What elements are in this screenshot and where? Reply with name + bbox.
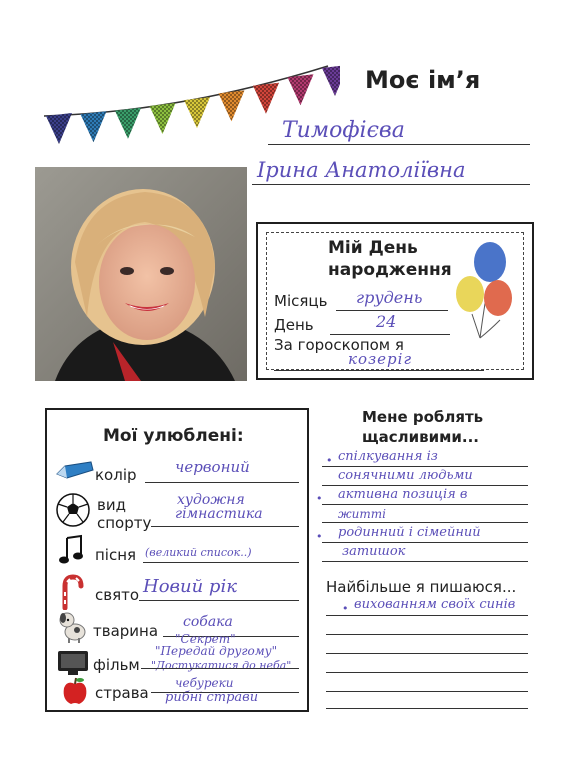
tv-icon <box>57 650 89 676</box>
proud-item: вихованням своїх синів <box>354 597 516 612</box>
favorite-sport-value-2: гімнастика <box>175 506 263 522</box>
surname-text: Тимофієва <box>282 118 405 143</box>
favorite-song-value: (великий список..) <box>145 546 252 559</box>
proud-heading: Найбільше я пишаюся... <box>326 578 517 596</box>
apple-icon <box>61 676 89 706</box>
favorite-holiday-label: свято <box>95 586 140 604</box>
music-note-icon <box>57 534 87 566</box>
happy-item-1b: сонячними людьми <box>338 468 473 483</box>
favorite-film-value-1: "Секрет" <box>175 632 236 646</box>
bunting-flag-pattern <box>150 103 176 134</box>
bunting-flag-pattern <box>46 113 72 144</box>
name-line <box>252 184 530 185</box>
favorite-colour-label: колір <box>95 466 137 484</box>
bunting-flag-pattern <box>288 74 314 105</box>
proud-line-6 <box>326 708 528 709</box>
bullet-dot: • <box>342 602 349 615</box>
day-value: 24 <box>376 312 397 331</box>
holiday-line <box>139 600 299 601</box>
bunting-flag-pattern <box>81 111 107 142</box>
day-label: День <box>274 316 314 334</box>
proud-line-2 <box>326 634 528 635</box>
day-line <box>330 334 450 335</box>
dog-icon <box>55 608 91 644</box>
birthday-card <box>256 222 534 380</box>
surname-line <box>268 144 530 145</box>
birthday-heading-2: народження <box>328 260 452 280</box>
zodiac-value: козеріг <box>348 350 413 368</box>
happy-line-3 <box>322 504 528 505</box>
favorite-animal-value: собака <box>183 614 233 630</box>
bunting-flag-pattern <box>253 83 279 114</box>
page-title: Моє ім’я <box>365 66 481 94</box>
favorite-food-value-2: рибні страви <box>165 690 259 705</box>
favorites-title: Мої улюблені: <box>103 426 244 446</box>
film-line <box>141 668 299 669</box>
proud-line-1 <box>326 615 528 616</box>
bullet-dot: • <box>316 492 323 505</box>
happy-heading-2: щасливими... <box>362 428 479 446</box>
favorite-food-value-1: чебуреки <box>175 676 234 690</box>
month-label: Місяць <box>274 292 328 310</box>
crayon-icon <box>55 458 95 482</box>
favorites-card <box>45 408 309 712</box>
favorite-sport-label-2: спорту <box>97 514 152 532</box>
happy-item-2a: активна позиція в <box>338 487 468 502</box>
favorite-colour-value: червоний <box>175 458 250 476</box>
happy-line-5 <box>322 542 528 543</box>
bunting-flag-pattern <box>219 90 245 121</box>
happy-item-1a: спілкування із <box>338 449 438 464</box>
month-value: грудень <box>356 288 423 307</box>
proud-line-3 <box>326 653 528 654</box>
bullet-dot: • <box>316 530 323 543</box>
happy-line-1 <box>322 466 528 467</box>
song-line <box>143 562 299 563</box>
favorite-film-label: фільм <box>93 656 140 674</box>
sport-line <box>151 526 299 527</box>
bunting-flag-pattern <box>184 97 210 128</box>
balloons-icon <box>454 238 520 342</box>
food-line <box>151 692 299 693</box>
favorite-holiday-value: Новий рік <box>143 576 237 597</box>
favorite-song-label: пісня <box>95 546 137 564</box>
proud-line-4 <box>326 672 528 673</box>
favorite-sport-label-1: вид <box>97 496 126 514</box>
favorite-animal-label: тварина <box>93 622 159 640</box>
happy-line-4 <box>322 522 528 523</box>
happy-heading-1: Мене роблять <box>362 408 484 426</box>
favorite-sport-value-1: художня <box>177 492 245 508</box>
happy-item-3a: родинний і сімейний <box>338 525 481 540</box>
happy-item-2b: житті <box>338 507 386 521</box>
happy-item-3b: затишок <box>342 544 406 559</box>
bunting-flag-pattern <box>322 65 340 96</box>
portrait-photo <box>35 167 247 381</box>
soccer-ball-icon <box>55 492 91 528</box>
name-text: Ірина Анатоліївна <box>257 158 466 182</box>
bunting-flag-pattern <box>115 108 141 139</box>
favorite-film-value-3: "Достукатися до неба" <box>151 659 292 672</box>
favorite-food-label: страва <box>95 684 149 702</box>
bullet-dot: • <box>326 454 333 467</box>
birthday-heading-1: Мій День <box>328 238 418 258</box>
colour-line <box>145 482 299 483</box>
happy-line-6 <box>322 561 528 562</box>
candy-cane-icon <box>57 574 87 610</box>
favorite-film-value-2: "Передай другому" <box>155 644 278 658</box>
happy-line-2 <box>322 485 528 486</box>
zodiac-line <box>274 370 484 371</box>
zodiac-label: За гороскопом я <box>274 336 404 354</box>
proud-line-5 <box>326 691 528 692</box>
month-line <box>336 310 448 311</box>
